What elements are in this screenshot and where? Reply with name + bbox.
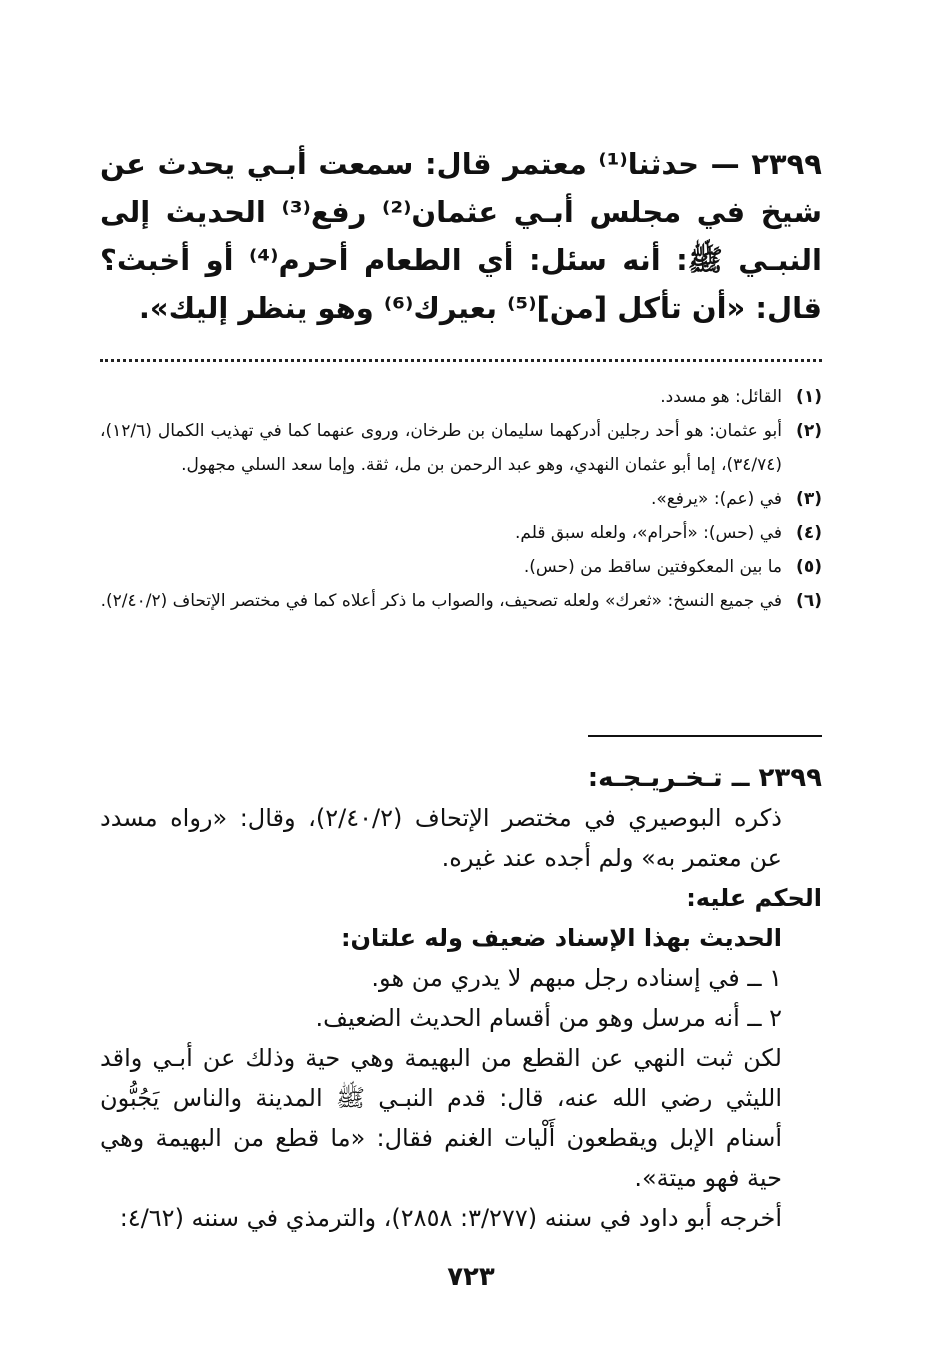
ruling-intro: الحديث بهذا الإسناد ضعيف وله علتان: [340,924,782,952]
hadith-text [100,140,822,332]
footnote-number: (٥) [796,557,822,577]
footnote-3 [100,482,822,516]
footnote-4 [100,516,822,550]
takhrij-paragraph-2: لكن ثبت النهي عن القطع من البهيمة وهي حية وذلك عن أبـي واقد الليثي رضي الله عنه، قال: قدم النبـي ﷺ المدينة والناس يَجُبُّون أسنام الإبل ويقطعون أَلْيات الغنم فقال: «ما قطع من البهيمة وهي حية فهو ميتة». [100,1044,782,1192]
footnote-6 [100,584,822,618]
footnote-number: (٤) [796,523,822,543]
footnote-5 [100,550,822,584]
footnote-number: (٣) [796,489,822,509]
hadith-number: ٢٣٩٩ [751,147,822,181]
page-number: ٧٢٣ [447,1262,495,1292]
ruling-reason-1: ١ ــ في إسناده رجل مبهم لا يدري من هو. [371,964,782,992]
footnote-text: أبو عثمان: هو أحد رجلين أدركهما سليمان بن طرخان، وروى عنهما كما في تهذيب الكمال (١٢/٦)، (٣٤/٧٤)، إما أبو عثمان النهدي، وهو عبد الرحمن بن مل، ثقة. وإما سعد السلي مجهول. [100,421,782,475]
footnote-number: (٦) [796,591,822,611]
footnote-text: في (حس): «أحرام»، ولعله سبق قلم. [515,523,782,543]
footnote-number: (١) [796,387,822,407]
footnotes [100,380,822,618]
takhrij-section [100,758,822,1238]
footnote-1 [100,380,822,414]
footnote-number: (٢) [796,421,822,441]
footnote-text: القائل: هو مسدد. [660,387,782,407]
ruling-reason-2: ٢ ــ أنه مرسل وهو من أقسام الحديث الضعيف. [315,1004,782,1032]
footnote-text: في (عم): «يرفع». [650,489,782,509]
footnote-text: ما بين المعكوفتين ساقط من (حس). [523,557,782,577]
section-divider [588,735,822,737]
ruling-heading: الحكم عليه: [686,884,822,912]
takhrij-paragraph-1: ذكره البوصيري في مختصر الإتحاف (٢/٤٠/٢)، وقال: «رواه مسدد عن معتمر به» ولم أجده عند غيره. [100,804,782,872]
takhrij-heading: ٢٣٩٩ ــ تـخـريـجـه: [587,763,822,793]
footnote-2 [100,414,822,482]
takhrij-paragraph-3: أخرجه أبو داود في سننه (٣/٢٧٧: ٢٨٥٨)، والترمذي في سننه (٤/٦٢: [119,1204,782,1232]
hadith-body: — حدثنا⁽¹⁾ معتمر قال: سمعت أبـي يحدث عن شيخ في مجلس أبـي عثمان⁽²⁾ رفع⁽³⁾ الحديث إلى النبـي ﷺ: أنه سئل: أي الطعام أحرم⁽⁴⁾ أو أخبث؟ قال: «أن تأكل [من]⁽⁵⁾ بعيرك⁽⁶⁾ وهو ينظر إليك». [100,147,822,325]
footnote-text: في جميع النسخ: «ثعرك» ولعله تصحيف، والصواب ما ذكر أعلاه كما في مختصر الإتحاف (٢/٤٠/٢). [100,591,782,611]
footnote-divider [100,345,822,362]
